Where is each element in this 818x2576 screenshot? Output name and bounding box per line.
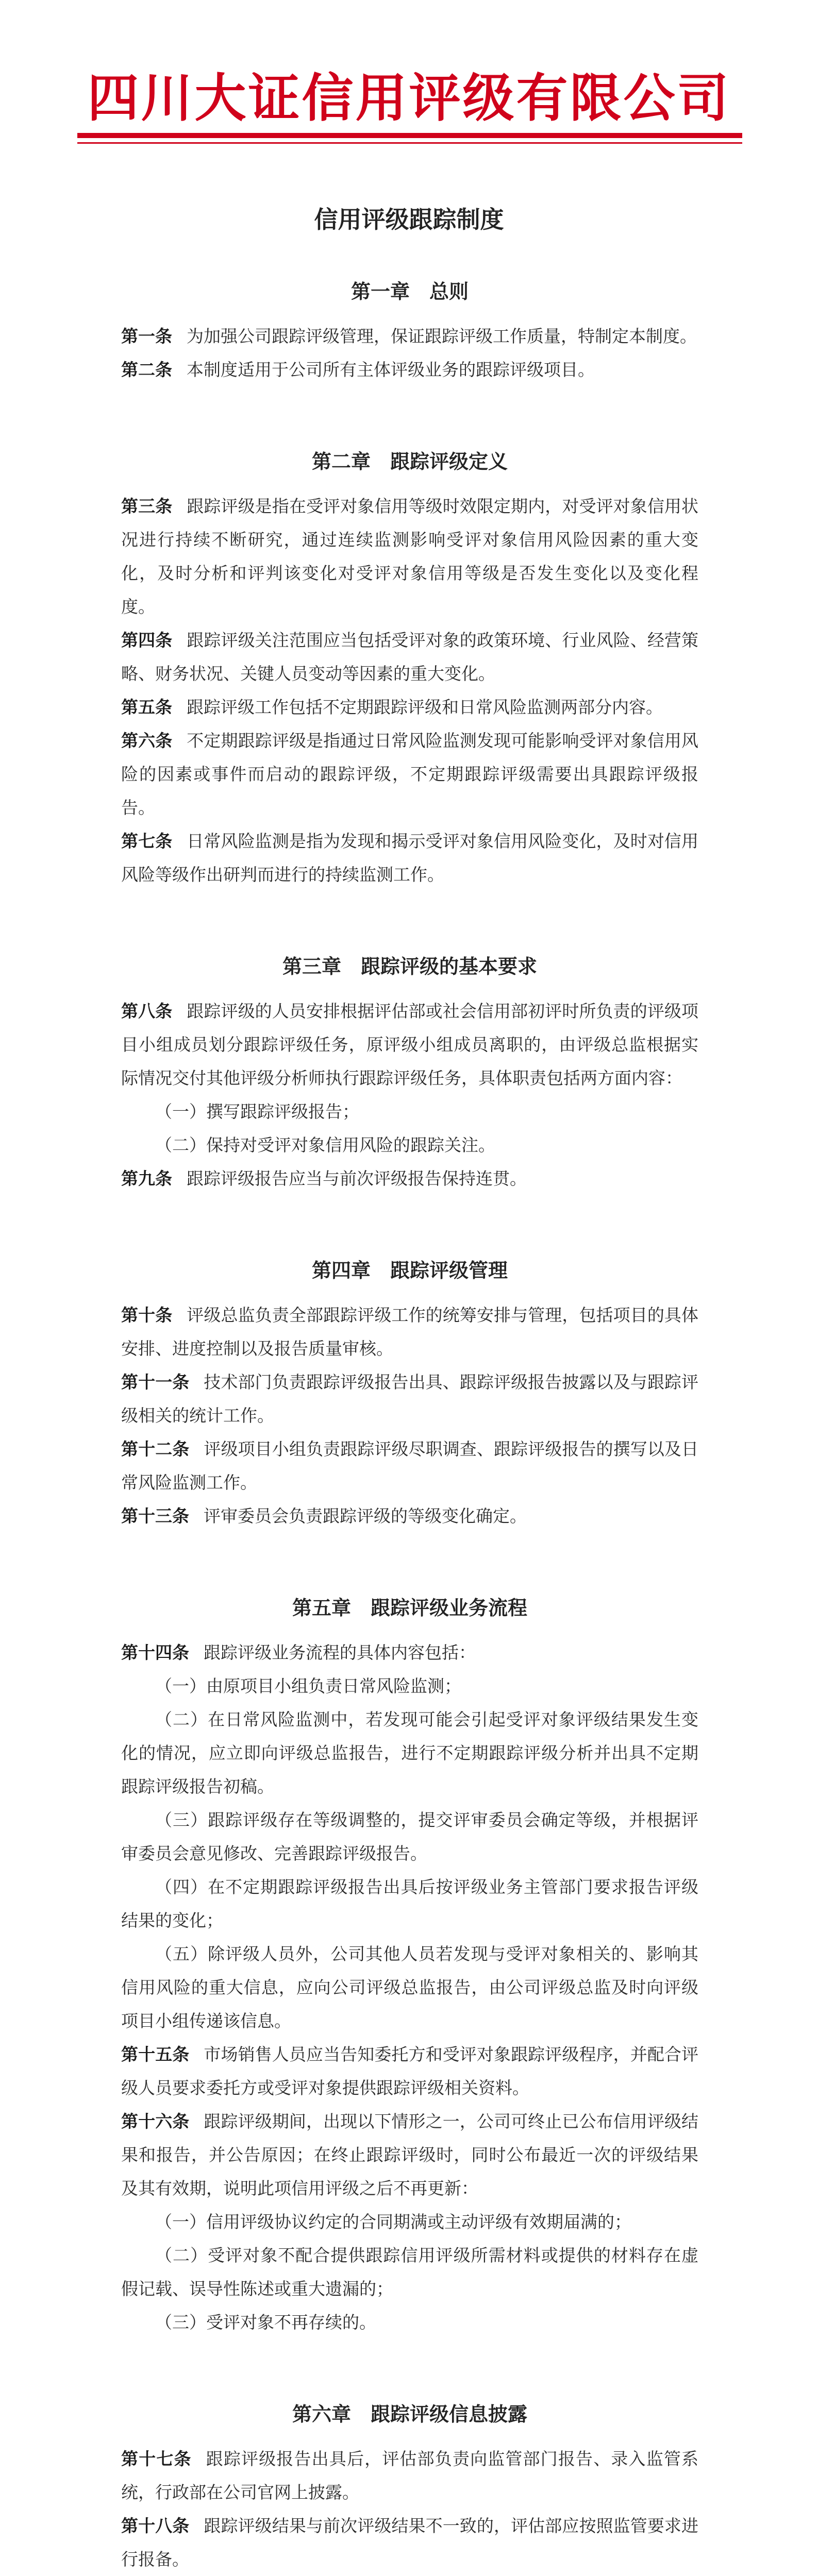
article — [121, 2509, 698, 2576]
article — [121, 319, 698, 353]
letterhead-rule-thin — [77, 142, 742, 144]
document-body — [121, 276, 698, 2576]
article-text: 日常风险监测是指为发现和揭示受评对象信用风险变化，及时对信用风险等级作出研判而进行的持续监测工作。 — [121, 831, 698, 885]
list-item: （四）在不定期跟踪评级报告出具后按评级业务主管部门要求报告评级结果的变化； — [121, 1877, 698, 1930]
article-text: 跟踪评级期间，出现以下情形之一，公司可终止已公布信用评级结果和报告，并公告原因；在终止跟踪评级时，同时公布最近一次的评级结果及其有效期，说明此项信用评级之后不再更新： — [121, 2111, 698, 2198]
article — [121, 824, 698, 891]
article-label: 第五条 — [121, 697, 172, 717]
chapter-heading: 第三章 跟踪评级的基本要求 — [282, 955, 537, 978]
article-text: 为加强公司跟踪评级管理，保证跟踪评级工作质量，特制定本制度。 — [187, 326, 697, 346]
list-item: （一）由原项目小组负责日常风险监测； — [155, 1676, 461, 1696]
article-label: 第十一条 — [121, 1372, 190, 1392]
chapter-heading: 第五章 跟踪评级业务流程 — [292, 1597, 527, 1619]
article-text: 跟踪评级业务流程的具体内容包括： — [204, 1642, 476, 1663]
company-name: 四川大证信用评级有限公司 — [87, 67, 731, 128]
letterhead — [0, 0, 818, 155]
list-item: （三）跟踪评级存在等级调整的，提交评审委员会确定等级，并根据评审委员会意见修改、完善跟踪评级报告。 — [121, 1810, 698, 1863]
article — [121, 623, 698, 690]
article-label: 第九条 — [121, 1168, 172, 1189]
list-item: （二）保持对受评对象信用风险的跟踪关注。 — [155, 1135, 495, 1155]
article — [121, 1162, 698, 1195]
article-label: 第十六条 — [121, 2111, 190, 2131]
chapter-heading: 第四章 跟踪评级管理 — [311, 1259, 508, 1282]
list-item: （二）受评对象不配合提供跟踪信用评级所需材料或提供的材料存在虚假记载、误导性陈述或重大遗漏的； — [121, 2245, 698, 2299]
article — [121, 2442, 698, 2509]
chapter-heading: 第六章 跟踪评级信息披露 — [292, 2403, 527, 2426]
article-text: 技术部门负责跟踪评级报告出具、跟踪评级报告披露以及与跟踪评级相关的统计工作。 — [121, 1372, 698, 1426]
article-text: 跟踪评级关注范围应当包括受评对象的政策环境、行业风险、经营策略、财务状况、关键人员变动等因素的重大变化。 — [121, 630, 698, 684]
article-label: 第十四条 — [121, 1642, 189, 1663]
article — [121, 353, 698, 386]
article — [121, 690, 698, 724]
article — [121, 1499, 698, 1533]
chapter-heading: 第二章 跟踪评级定义 — [311, 450, 508, 473]
article — [121, 1432, 698, 1499]
article — [121, 1298, 698, 1365]
article-text: 市场销售人员应当告知委托方和受评对象跟踪评级程序，并配合评级人员要求委托方或受评对象提供跟踪评级相关资料。 — [121, 2044, 698, 2098]
article — [121, 2105, 698, 2205]
list-item: （一）信用评级协议约定的合同期满或主动评级有效期届满的； — [155, 2212, 631, 2232]
article-label: 第八条 — [121, 1001, 173, 1021]
article-text: 跟踪评级的人员安排根据评估部或社会信用部初评时所负责的评级项目小组成员划分跟踪评级任务，原评级小组成员离职的，由评级总监根据实际情况交付其他评级分析师执行跟踪评级任务，具体职责包括两方面内容： — [121, 1001, 698, 1088]
article-text: 本制度适用于公司所有主体评级业务的跟踪评级项目。 — [187, 360, 595, 380]
article-label: 第十七条 — [121, 2449, 192, 2469]
article-text: 评级项目小组负责跟踪评级尽职调查、跟踪评级报告的撰写以及日常风险监测工作。 — [121, 1439, 698, 1493]
article-text: 跟踪评级报告出具后，评估部负责向监管部门报告、录入监管系统，行政部在公司官网上披露。 — [121, 2449, 699, 2502]
article-label: 第六条 — [121, 731, 173, 751]
article-label: 第七条 — [121, 831, 173, 851]
article-text: 跟踪评级工作包括不定期跟踪评级和日常风险监测两部分内容。 — [187, 697, 663, 717]
article — [121, 2038, 698, 2105]
list-item: （五）除评级人员外，公司其他人员若发现与受评对象相关的、影响其信用风险的重大信息，应向公司评级总监报告，由公司评级总监及时向评级项目小组传递该信息。 — [121, 1944, 698, 2031]
article-label: 第十五条 — [121, 2044, 190, 2064]
article-text: 不定期跟踪评级是指通过日常风险监测发现可能影响受评对象信用风险的因素或事件而启动的跟踪评级，不定期跟踪评级需要出具跟踪评级报告。 — [121, 731, 698, 818]
article-label: 第一条 — [121, 326, 172, 346]
article-label: 第三条 — [121, 496, 173, 516]
article-text: 评审委员会负责跟踪评级的等级变化确定。 — [204, 1506, 527, 1526]
article-label: 第十二条 — [121, 1439, 190, 1459]
chapter-heading: 第一章 总则 — [350, 280, 469, 303]
list-item: （三）受评对象不再存续的。 — [155, 2312, 376, 2332]
list-item: （二）在日常风险监测中，若发现可能会引起受评对象评级结果发生变化的情况，应立即向评级总监报告，进行不定期跟踪评级分析并出具不定期跟踪评级报告初稿。 — [121, 1709, 698, 1797]
article-label: 第四条 — [121, 630, 173, 650]
article-label: 第十八条 — [121, 2516, 190, 2536]
article — [121, 724, 698, 824]
letterhead-rule-thick — [77, 133, 742, 138]
article — [121, 1365, 698, 1432]
article — [121, 1636, 698, 1669]
article-label: 第二条 — [121, 360, 172, 380]
article-label: 第十三条 — [121, 1506, 189, 1526]
article-text: 跟踪评级是指在受评对象信用等级时效限定期内，对受评对象信用状况进行持续不断研究，通过连续监测影响受评对象信用风险因素的重大变化，及时分析和评判该变化对受评对象信用等级是否发生变化以及变化程度。 — [121, 496, 698, 617]
article-text: 跟踪评级报告应当与前次评级报告保持连贯。 — [187, 1168, 527, 1189]
document-title: 信用评级跟踪制度 — [314, 206, 504, 233]
list-item: （一）撰写跟踪评级报告； — [155, 1101, 359, 1122]
article-text: 评级总监负责全部跟踪评级工作的统筹安排与管理，包括项目的具体安排、进度控制以及报告质量审核。 — [121, 1305, 698, 1359]
article-label: 第十条 — [121, 1305, 173, 1325]
article-text: 跟踪评级结果与前次评级结果不一致的，评估部应按照监管要求进行报备。 — [121, 2516, 698, 2569]
article — [121, 994, 698, 1095]
article — [121, 489, 698, 623]
